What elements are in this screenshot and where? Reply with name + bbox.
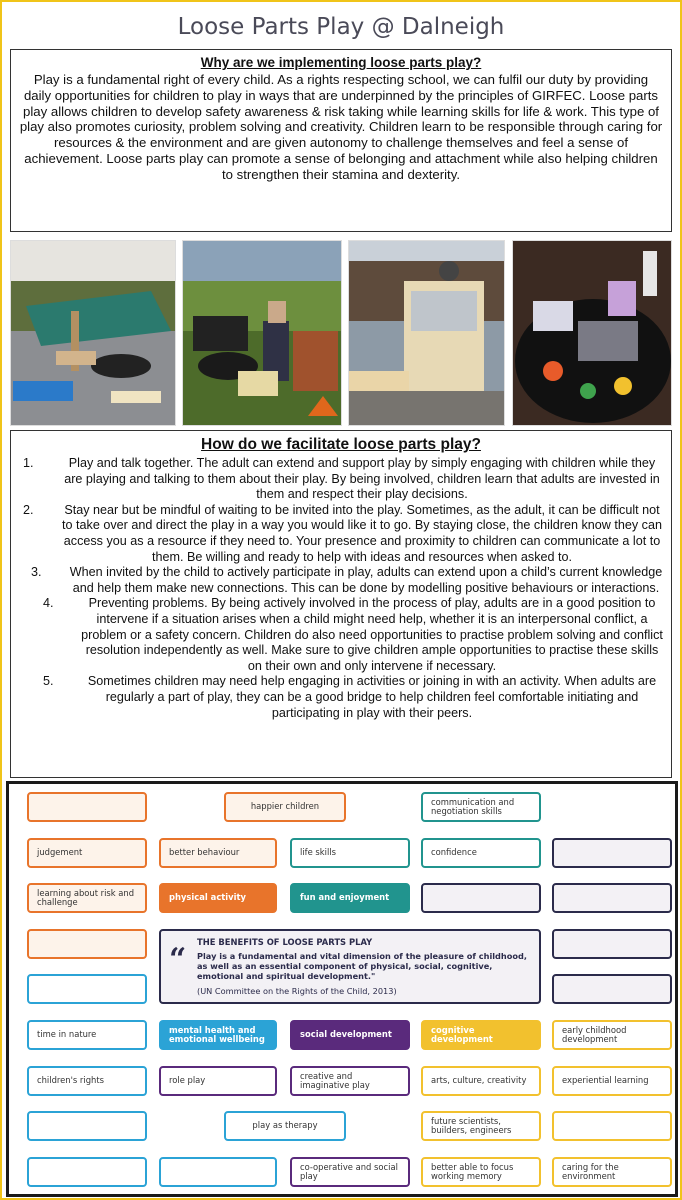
blank-tag — [552, 883, 672, 913]
tag-time-in-nature: time in nature — [27, 1020, 147, 1050]
quote-source: (UN Committee on the Rights of the Child, 2013) — [197, 986, 397, 996]
blank-tag — [552, 1111, 672, 1141]
tag-cognitive-development: cognitive development — [421, 1020, 541, 1050]
tag-physical-activity: physical activity — [159, 883, 277, 913]
blank-tag — [27, 792, 147, 822]
tag-childrens-rights: children's rights — [27, 1066, 147, 1096]
page-title: Loose Parts Play @ Dalneigh — [177, 14, 505, 40]
quote-heading: THE BENEFITS OF LOOSE PARTS PLAY — [197, 937, 373, 947]
tag-social-development: social development — [290, 1020, 410, 1050]
photo-strip — [10, 240, 672, 426]
photo-mud-kitchen — [348, 240, 505, 426]
why-heading: Why are we implementing loose parts play? — [200, 55, 482, 70]
tag-play-as-therapy: play as therapy — [224, 1111, 346, 1141]
blank-tag — [421, 883, 541, 913]
tag-cooperative-play: co-operative and social play — [290, 1157, 410, 1187]
tag-early-childhood: early childhood development — [552, 1020, 672, 1050]
why-section — [10, 49, 672, 232]
tag-happier-children: happier children — [224, 792, 346, 822]
blank-tag — [27, 974, 147, 1004]
blank-tag — [27, 1157, 147, 1187]
tag-role-play: role play — [159, 1066, 277, 1096]
how-heading: How do we facilitate loose parts play? — [201, 436, 481, 453]
benefits-quote — [159, 929, 541, 1004]
tag-life-skills: life skills — [290, 838, 410, 868]
blank-tag — [27, 1111, 147, 1141]
blank-tag — [159, 1157, 277, 1187]
tag-better-behaviour: better behaviour — [159, 838, 277, 868]
tag-experiential-learning: experiential learning — [552, 1066, 672, 1096]
photo-tuff-tray — [512, 240, 672, 426]
tag-communication: communication and negotiation skills — [421, 792, 541, 822]
tag-future-scientists: future scientists, builders, engineers — [421, 1111, 541, 1141]
quote-text: Play is a fundamental and vital dimension of the pleasure of childhood, as well as an essential component of physical, social, cognitive, emotional and spiritual development." — [197, 951, 527, 981]
photo-outdoor-structure — [10, 240, 176, 426]
why-body: Play is a fundamental right of every child. As a rights respecting school, we can fulfil our duty by providing daily opportunities for children to play in ways that are underpinned by the principles of GIRFEC. Loose parts play allows children to develop safety awareness & risk taking while learning skills for life & work. This type of play also promotes curiosity, problem solving and creativity. Children learn to be responsible through caring for resources & the environment and are given autonomy to challenge themselves and feel a sense of achievement. Loose parts play can promote a sense of belonging and attachment while also helping children to strengthen their stamina and dexterity. — [19, 72, 663, 182]
blank-tag — [552, 974, 672, 1004]
tag-fun-enjoyment: fun and enjoyment — [290, 883, 410, 913]
how-step-2: 2. Stay near but be mindful of waiting to be invited into the play. Sometimes, as the adult, it can be difficult not to take over and direct the play in a way you would like it to go. By staying close, the children know they can access you as a resource if they need to. Your presence and proximity to children can communicate a lot to them. Be willing and ready to help with ideas and resources when asked to. — [23, 502, 662, 564]
how-step-5: 5. Sometimes children may need help engaging in activities or joining in with an activity. When adults are regularly a part of play, they can be a good bridge to help children feel comfortable initiating and participating in play with their peers. — [43, 674, 657, 720]
how-step-1: 1. Play and talk together. The adult can extend and support play by simply engaging with children while they are playing and talking to them about their play. By being involved, children learn that adults are invested in them and respect their play decisions. — [23, 456, 660, 502]
tag-risk-challenge: learning about risk and challenge — [27, 883, 147, 913]
photo-pallets-tyres — [182, 240, 342, 426]
blank-tag — [552, 929, 672, 959]
tag-arts-culture: arts, culture, creativity — [421, 1066, 541, 1096]
tag-focus-memory: better able to focus working memory — [421, 1157, 541, 1187]
blank-tag — [552, 838, 672, 868]
benefits-panel — [6, 781, 678, 1197]
tag-caring-environment: caring for the environment — [552, 1157, 672, 1187]
how-step-4: 4. Preventing problems. By being actively involved in the process of play, adults are in a good position to intervene if a situation arises when a child might need help, whether it is an interpersonal conflict, a problem or a safety concern. Children do also need opportunities to practise problem solving and conflict resolution independently as well. Make sure to give children ample opportunities to practise these skills on their own and only intervene if necessary. — [43, 596, 663, 673]
tag-confidence: confidence — [421, 838, 541, 868]
tag-mental-health: mental health and emotional wellbeing — [159, 1020, 277, 1050]
how-step-3: 3. When invited by the child to actively participate in play, adults can extend upon a child’s current knowledge and help them make new connections. This can be done by modelling positive behaviours or interactions. — [31, 565, 663, 595]
quote-mark-icon: “ — [169, 942, 187, 977]
blank-tag — [27, 929, 147, 959]
tag-creative-play: creative and imaginative play — [290, 1066, 410, 1096]
how-section — [10, 430, 672, 778]
tag-judgement: judgement — [27, 838, 147, 868]
